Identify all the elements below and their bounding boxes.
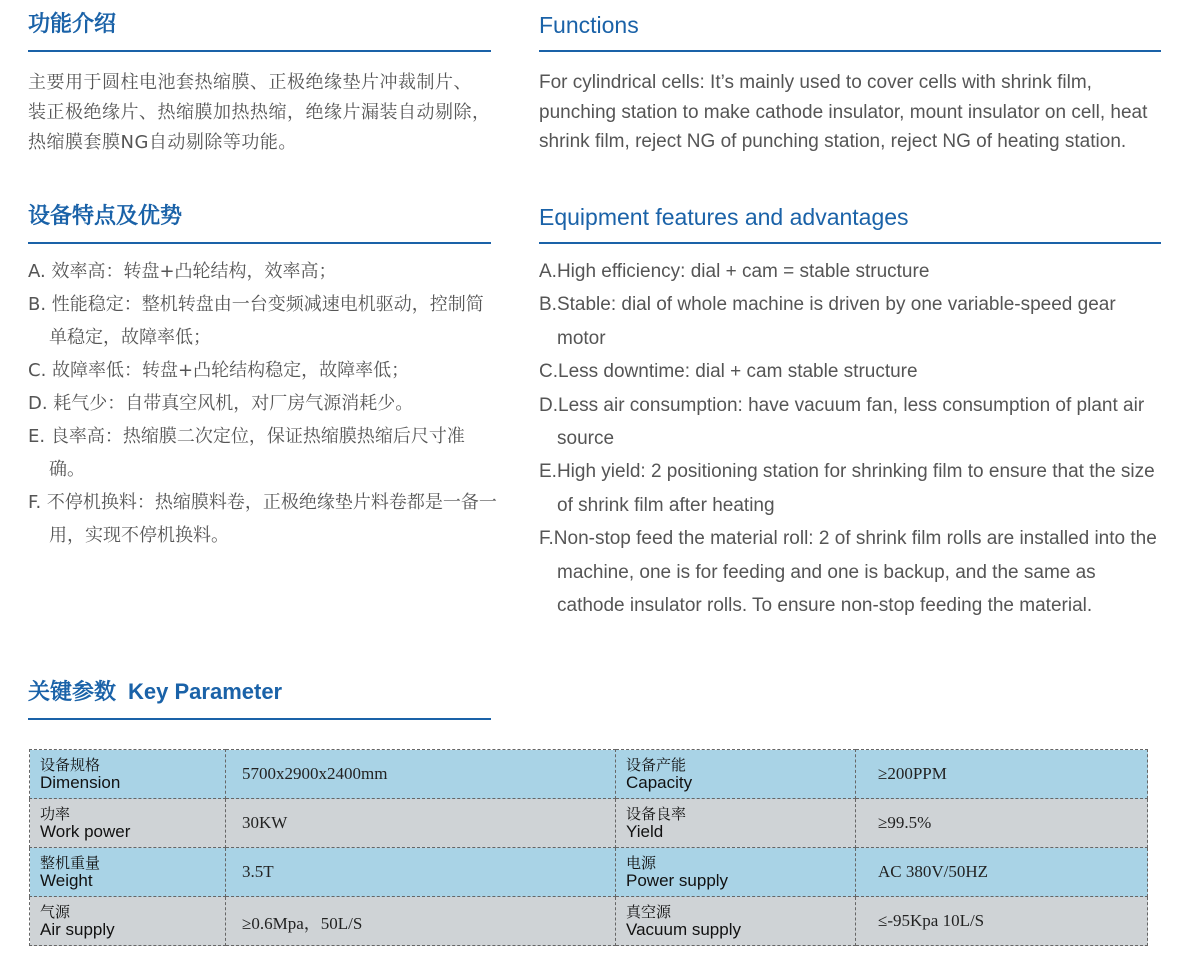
param-label bbox=[616, 897, 856, 946]
param-label-en: Dimension bbox=[40, 773, 121, 792]
functions-text-cn: 主要用于圆柱电池套热缩膜、正极绝缘垫片冲裁制片、 装正极绝缘片、热缩膜加热热缩，绝缘片漏装自动剔除，热缩膜套膜NG自动剔除等功能。 bbox=[28, 72, 491, 153]
param-label-en: Air supply bbox=[40, 920, 115, 939]
param-value: 30KW bbox=[226, 799, 616, 848]
param-label bbox=[616, 750, 856, 799]
table-row bbox=[30, 848, 1148, 897]
key-parameter-title-en: Key Parameter bbox=[128, 679, 283, 704]
features-list-cn bbox=[28, 255, 498, 552]
key-parameter-title-cn: 关键参数 bbox=[28, 680, 117, 705]
feature-item-cn: F. 不停机换料：热缩膜料卷，正极绝缘垫片料卷都是一备一用，实现不停机换料。 bbox=[28, 492, 497, 546]
key-parameter-table bbox=[29, 749, 1148, 946]
param-value: ≥0.6Mpa，50L/S bbox=[226, 897, 616, 946]
feature-item-en: C.Less downtime: dial + cam stable structure bbox=[539, 361, 918, 383]
param-label-en: Yield bbox=[626, 822, 664, 841]
functions-title-en: Functions bbox=[539, 10, 1161, 52]
param-label bbox=[30, 897, 226, 946]
features-list-en bbox=[539, 255, 1164, 622]
feature-item-en: A.High efficiency: dial + cam = stable structure bbox=[539, 261, 930, 282]
param-label-cn: 真空源 bbox=[626, 903, 672, 921]
param-label bbox=[30, 750, 226, 799]
feature-item-en: F.Non-stop feed the material roll: 2 of shrink film rolls are installed into the machine, one is for feeding and one is backup, and the same as cathode insulator rolls. To ensure non-stop feeding the material. bbox=[539, 528, 1157, 617]
param-label-en: Capacity bbox=[626, 773, 693, 792]
param-label-cn: 功率 bbox=[40, 805, 71, 823]
feature-item-cn: B. 性能稳定：整机转盘由一台变频减速电机驱动，控制简单稳定，故障率低； bbox=[28, 294, 484, 348]
feature-item-en: E.High yield: 2 positioning station for shrinking film to ensure that the size of shrink film after heating bbox=[539, 461, 1155, 516]
feature-item-en: B.Stable: dial of whole machine is driven by one variable-speed gear motor bbox=[539, 294, 1116, 349]
feature-item-en: D.Less air consumption: have vacuum fan, less consumption of plant air source bbox=[539, 394, 1145, 450]
param-label bbox=[30, 799, 226, 848]
param-label-cn: 电源 bbox=[626, 854, 657, 872]
functions-title-cn: 功能介绍 bbox=[28, 10, 491, 52]
param-label-cn: 设备规格 bbox=[40, 756, 101, 774]
features-title-cn: 设备特点及优势 bbox=[28, 202, 491, 244]
param-label-en: Weight bbox=[40, 871, 93, 890]
key-parameter-title bbox=[28, 677, 491, 720]
param-label bbox=[616, 848, 856, 897]
feature-item-cn: C. 故障率低：转盘+凸轮结构稳定，故障率低； bbox=[28, 360, 410, 381]
param-value: AC 380V/50HZ bbox=[856, 848, 1148, 897]
param-value: 3.5T bbox=[226, 848, 616, 897]
feature-item-cn: E. 良率高：热缩膜二次定位，保证热缩膜热缩后尺寸准确。 bbox=[28, 426, 465, 480]
param-value: ≥99.5% bbox=[856, 799, 1148, 848]
table-row bbox=[30, 750, 1148, 799]
param-value: ≤-95Kpa 10L/S bbox=[856, 897, 1148, 946]
table-row bbox=[30, 799, 1148, 848]
table-row bbox=[30, 897, 1148, 946]
param-label-cn: 整机重量 bbox=[40, 854, 101, 872]
param-label bbox=[616, 799, 856, 848]
param-label-en: Power supply bbox=[626, 871, 729, 890]
param-value: 5700x2900x2400mm bbox=[226, 750, 616, 799]
param-label-cn: 气源 bbox=[40, 903, 71, 921]
functions-text-en: For cylindrical cells: It’s mainly used to cover cells with shrink film, punching station to make cathode insulator, mount insulator on cell, heat shrink film, reject NG of punching station, reject NG of heating station. bbox=[539, 72, 1148, 152]
param-value: ≥200PPM bbox=[856, 750, 1148, 799]
param-label-en: Vacuum supply bbox=[626, 920, 741, 939]
feature-item-cn: D. 耗气少：自带真空风机，对厂房气源消耗少。 bbox=[28, 393, 414, 414]
feature-item-cn: A. 效率高：转盘+凸轮结构，效率高； bbox=[28, 261, 337, 282]
param-label-cn: 设备产能 bbox=[626, 756, 687, 774]
param-label bbox=[30, 848, 226, 897]
features-title-en: Equipment features and advantages bbox=[539, 202, 1161, 244]
param-label-en: Work power bbox=[40, 822, 131, 841]
param-label-cn: 设备良率 bbox=[626, 805, 687, 823]
